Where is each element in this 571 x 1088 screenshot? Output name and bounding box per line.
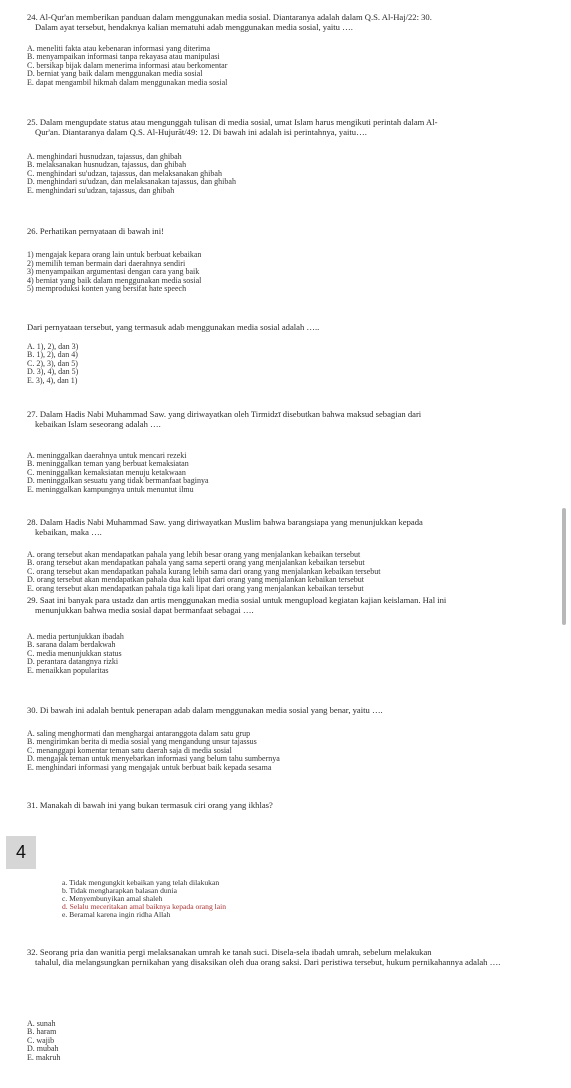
statement: 4) berniat yang baik dalam menggunakan media sosial xyxy=(27,275,202,285)
option: C. orang tersebut akan mendapatkan pahala kurang lebih sama dari orang yang menjalankan kebaikan tersebut xyxy=(27,566,381,576)
question-24-text-cont: Dalam ayat tersebut, hendaknya kalian mematuhi adab menggunakan media sosial, yaitu …. xyxy=(35,21,353,32)
question-31-text: 31. Manakah di bawah ini yang bukan termasuk ciri orang yang ikhlas? xyxy=(27,800,273,810)
question-24 xyxy=(27,13,555,32)
option: C. media menunjukkan status xyxy=(27,648,122,658)
option: C. wajib xyxy=(27,1035,55,1045)
option: C. menanggapi komentar teman satu daerah saja di media sosial xyxy=(27,745,232,755)
statement: 5) memproduksi konten yang bersifat hate speech xyxy=(27,284,187,293)
option: A. 1), 2), dan 3) xyxy=(27,342,79,351)
option: B. meninggalkan teman yang berbuat kemaksiatan xyxy=(27,459,189,469)
question-27-text: 27. Dalam Hadis Nabi Muhammad Saw. yang diriwayatkan oleh Tirmidzī disebutkan bahwa maksud sebagian dari xyxy=(27,409,422,419)
question-24-options xyxy=(27,45,547,87)
question-32-options xyxy=(27,1020,547,1062)
question-29-text: 29. Saat ini banyak para ustadz dan artis menggunakan media sosial untuk mengupload kegiatan kajian keislaman. Hal ini xyxy=(27,595,447,605)
option: E. 3), 4), dan 1) xyxy=(27,375,78,385)
question-29-text-cont: menunjukkan bahwa media sosial dapat bermanfaat sebagai …. xyxy=(35,604,254,615)
option: D. perantara datangnya rizki xyxy=(27,657,119,667)
option: B. haram xyxy=(27,1027,57,1037)
option: D. orang tersebut akan mendapatkan pahala dua kali lipat dari orang yang menjalankan kebaikan tersebut xyxy=(27,575,364,585)
option: E. menaikkan popularitas xyxy=(27,665,109,675)
question-32-text: 32. Seorang pria dan wanitia pergi melaksanakan umrah ke tanah suci. Disela-sela ibadah umrah, sebelum melakukan xyxy=(27,947,432,957)
question-28-options xyxy=(27,551,547,593)
option: E. orang tersebut akan mendapatkan pahala tiga kali lipat dari orang yang menjalankan kebaikan tersebut xyxy=(27,583,364,593)
option: B. orang tersebut akan mendapatkan pahala yang sama seperti orang yang menjalankan kebaikan tersebut xyxy=(27,558,365,568)
scrollbar[interactable] xyxy=(562,508,566,625)
option: D. meninggalkan sesuatu yang tidak bermanfaat baginya xyxy=(27,476,209,486)
option: C. bersikap bijak dalam menerima informasi atau berkomentar xyxy=(27,60,228,70)
question-25 xyxy=(27,118,555,137)
question-24-text: 24. Al-Qur'an memberikan panduan dalam menggunakan media sosial. Diantaranya adalah dalam Q.S. Al-Haj/22: 30. xyxy=(27,12,432,22)
question-32 xyxy=(27,948,555,967)
option: D. 3), 4), dan 5) xyxy=(27,367,79,377)
question-26-options xyxy=(27,343,547,385)
question-26-statements xyxy=(27,251,201,294)
option: E. menghindari su'udzan, tajassus, dan ghibah xyxy=(27,185,175,195)
statement: 1) mengajak kepara orang lain untuk berbuat kebaikan xyxy=(27,250,202,259)
question-29 xyxy=(27,596,555,615)
option: C. menghindari su'udzan, tajassus, dan melaksanakan ghibah xyxy=(27,168,222,178)
option: D. menghindari su'udzan, dan melaksanakan tajassus, dan ghibah xyxy=(27,177,236,187)
question-28-text-cont: kebaikan, maka …. xyxy=(35,526,102,537)
option: A. meninggalkan daerahnya untuk mencari rezeki xyxy=(27,451,187,460)
option-highlighted: d. Selalu meceritakan amal baiknya kepada orang lain xyxy=(62,902,227,912)
question-28-text: 28. Dalam Hadis Nabi Muhammad Saw. yang diriwayatkan Muslim bahwa barangsiapa yang menunjukkan kepada xyxy=(27,517,423,527)
option: A. orang tersebut akan mendapatkan pahala yang lebih besar orang yang menjalankan kebaikan tersebut xyxy=(27,550,361,559)
option: B. 1), 2), dan 4) xyxy=(27,350,78,360)
option: E. makruh xyxy=(27,1052,61,1062)
question-27 xyxy=(27,410,555,429)
option: E. menghindari informasi yang mengajak untuk berbuat baik kepada sesama xyxy=(27,762,272,772)
option: A. saling menghormati dan menghargai antaranggota dalam satu grup xyxy=(27,729,251,738)
option: b. Tidak mengharapkan balasan dunia xyxy=(62,886,177,896)
question-25-text: 25. Dalam mengupdate status atau mengunggah tulisan di media sosial, umat Islam harus mengikuti perintah dalam Al- xyxy=(27,117,438,127)
option: D. berniat yang baik dalam menggunakan media sosial xyxy=(27,69,203,79)
option: B. melaksanakan husnudzan, tajassus, dan ghibah xyxy=(27,160,187,170)
question-26-prompt: Dari pernyataan tersebut, yang termasuk adab menggunakan media sosial adalah ….. xyxy=(27,322,320,332)
option: A. meneliti fakta atau kebenaran informasi yang diterima xyxy=(27,44,211,53)
option: A. media pertunjukkan ibadah xyxy=(27,632,124,641)
option: B. menyampaikan informasi tanpa rekayasa atau manipulasi xyxy=(27,52,220,62)
option: E. dapat mengambil hikmah dalam menggunakan media sosial xyxy=(27,77,228,87)
page-number-badge: 4 xyxy=(6,836,36,869)
option: a. Tidak mengungkit kebaikan yang telah dilakukan xyxy=(62,878,220,887)
option: C. meninggalkan kemaksiatan menuju ketakwaan xyxy=(27,467,186,477)
question-31-options xyxy=(62,879,226,919)
option: E. meninggalkan kampungnya untuk menuntut ilmu xyxy=(27,484,194,494)
question-30-text: 30. Di bawah ini adalah bentuk penerapan adab dalam menggunakan media sosial yang benar, yaitu …. xyxy=(27,705,383,715)
option: A. sunah xyxy=(27,1019,56,1028)
option: B. mengirimkan berita di media sosial yang mengandung unsur tajassus xyxy=(27,737,257,747)
question-32-text-cont: tahalul, dia melangsungkan pernikahan yang disaksikan oleh dua orang saksi. Dari peristiwa tersebut, hukum pernikahannya adalah …. xyxy=(35,956,501,967)
statement: 3) menyampaikan argumentasi dengan cara yang baik xyxy=(27,267,200,276)
question-28 xyxy=(27,518,555,537)
question-25-text-cont: Qur'an. Diantaranya dalam Q.S. Al-Hujurāt/49: 12. Di bawah ini adalah isi perintahnya, yaitu…. xyxy=(35,126,367,137)
question-26-text: 26. Perhatikan pernyataan di bawah ini! xyxy=(27,226,164,236)
option: C. 2), 3), dan 5) xyxy=(27,358,78,368)
option: A. menghindari husnudzan, tajassus, dan ghibah xyxy=(27,152,182,161)
option: D. mengajak teman untuk menyebarkan informasi yang belum tahu sumbernya xyxy=(27,754,280,764)
option: B. sarana dalam berdakwah xyxy=(27,640,116,650)
question-27-text-cont: kebaikan Islam seseorang adalah …. xyxy=(35,418,161,429)
option: D. mubah xyxy=(27,1044,59,1054)
option: e. Beramal karena ingin ridha Allah xyxy=(62,910,171,920)
question-29-options xyxy=(27,633,547,675)
question-25-options xyxy=(27,153,547,195)
question-27-options xyxy=(27,452,547,494)
question-30-options xyxy=(27,730,547,772)
option: c. Menyembunyikan amal shaleh xyxy=(62,894,163,904)
statement: 2) memilih teman bermain dari daerahnya sendiri xyxy=(27,258,186,268)
